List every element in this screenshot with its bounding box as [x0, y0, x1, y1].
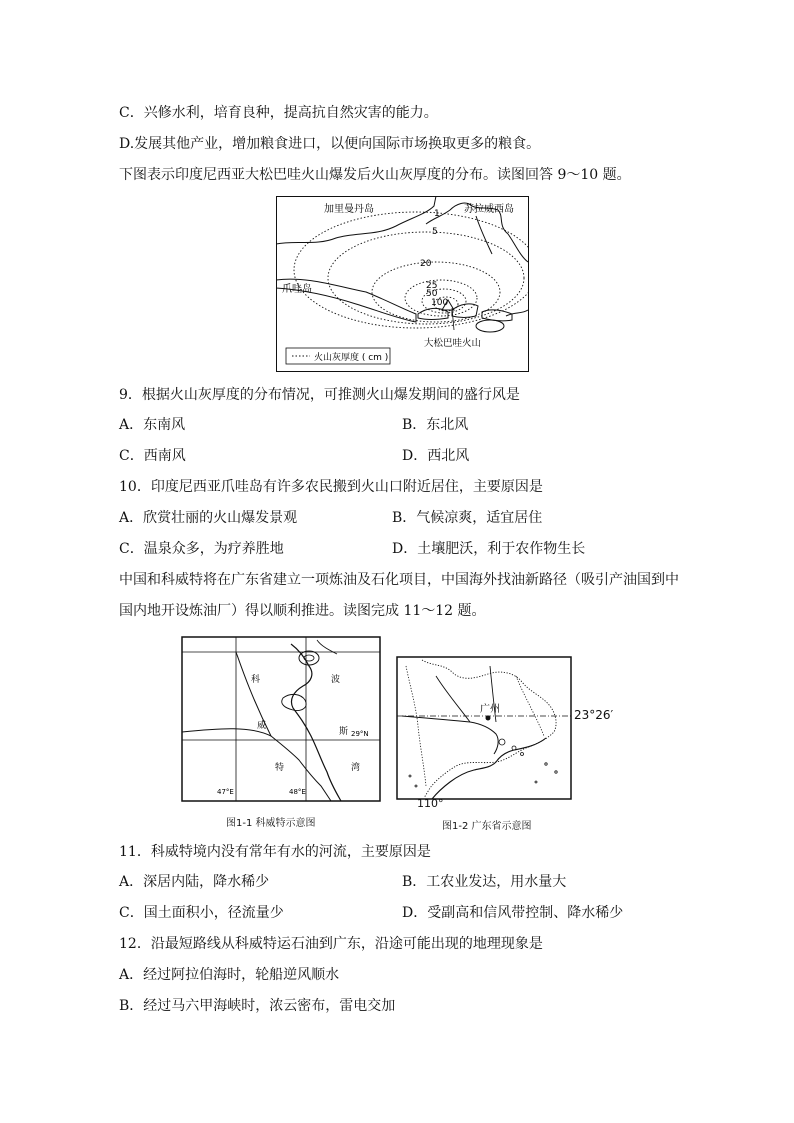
q10-stem: 10．印度尼西亚爪哇岛有许多农民搬到火山口附近居住，主要原因是 — [119, 479, 543, 495]
kuwait-map-caption: 图1-1 科威特示意图 — [226, 818, 316, 829]
option-c-food: C．兴修水利，培育良种，提高抗自然灾害的能力。 — [119, 105, 438, 121]
gulf-char-1: 波 — [331, 675, 341, 685]
contour-label-20: 20 — [420, 259, 432, 269]
kuwait-lon-label-1: 47°E — [217, 788, 234, 796]
q11-option-c: C．国土面积小，径流量少 — [119, 905, 284, 921]
guangdong-map-caption: 图1-2 广东省示意图 — [442, 821, 532, 832]
volcano-intro: 下图表示印度尼西亚大松巴哇火山爆发后火山灰厚度的分布。读图回答 9～10 题。 — [119, 167, 631, 183]
kuwait-map — [181, 636, 381, 802]
q11-option-b: B．工农业发达，用水量大 — [402, 874, 567, 890]
tropic-lat-label: 23°26′ — [574, 708, 614, 722]
kuwait-char-1: 科 — [251, 675, 261, 685]
guangdong-map — [396, 656, 572, 800]
q12-stem: 12．沿最短路线从科威特运石油到广东，沿途可能出现的地理现象是 — [119, 936, 543, 952]
volcano-ash-map — [276, 196, 529, 372]
q11-stem: 11．科威特境内没有常年有水的河流，主要原因是 — [119, 844, 431, 860]
q10-option-b: B．气候凉爽，适宜居住 — [392, 510, 543, 526]
guangzhou-marker — [486, 716, 491, 721]
q10-option-c: C．温泉众多，为疗养胜地 — [119, 541, 284, 557]
q9-option-a: A．东南风 — [119, 417, 186, 433]
label-kalimantan: 加里曼丹岛 — [324, 204, 374, 215]
kuwait-lon-label-2: 48°E — [289, 788, 306, 796]
label-java: 爪哇岛 — [282, 284, 312, 295]
contour-label-5: 5 — [432, 227, 438, 237]
q11-option-a: A．深居内陆，降水稀少 — [119, 874, 270, 890]
gulf-char-2: 斯 — [339, 727, 349, 737]
guangzhou-label: 广州 — [480, 704, 500, 715]
label-sulawesi: 苏拉威西岛 — [464, 204, 514, 215]
contour-label-50: 50 — [426, 289, 438, 299]
kuwait-intro-line2: 国内地开设炼油厂）得以顺利推进。读图完成 11～12 题。 — [119, 603, 486, 619]
kuwait-lat-label: 29°N — [351, 730, 369, 738]
q11-option-d: D．受副高和信风带控制、降水稀少 — [402, 905, 624, 921]
q9-stem: 9．根据火山灰厚度的分布情况，可推测火山爆发期间的盛行风是 — [119, 387, 520, 403]
guangdong-lon-label: 110° — [417, 797, 444, 810]
kuwait-intro-line1: 中国和科威特将在广东省建立一项炼油及石化项目，中国海外找油新路径（吸引产油国到中 — [119, 572, 679, 588]
q12-option-b: B．经过马六甲海峡时，浓云密布，雷电交加 — [119, 998, 396, 1014]
q12-option-a: A．经过阿拉伯海时，轮船逆风顺水 — [119, 967, 340, 983]
gulf-char-3: 湾 — [351, 763, 361, 773]
q9-option-c: C．西南风 — [119, 448, 186, 464]
q9-option-b: B．东北风 — [402, 417, 469, 433]
q9-option-d: D．西北风 — [402, 448, 470, 464]
q10-option-a: A．欣赏壮丽的火山爆发景观 — [119, 510, 298, 526]
contour-label-1: 1 — [434, 209, 440, 219]
option-d-food: D.发展其他产业，增加粮食进口，以便向国际市场换取更多的粮食。 — [119, 136, 541, 152]
label-volcano: 大松巴哇火山 — [424, 338, 482, 349]
contour-label-25: 25 — [426, 281, 438, 291]
kuwait-char-3: 特 — [275, 763, 285, 773]
legend-label: 火山灰厚度 ( cm ) — [314, 353, 389, 363]
contour-label-100: 100 — [431, 298, 449, 308]
kuwait-char-2: 威 — [257, 721, 267, 731]
q10-option-d: D．土壤肥沃，利于农作物生长 — [392, 541, 586, 557]
